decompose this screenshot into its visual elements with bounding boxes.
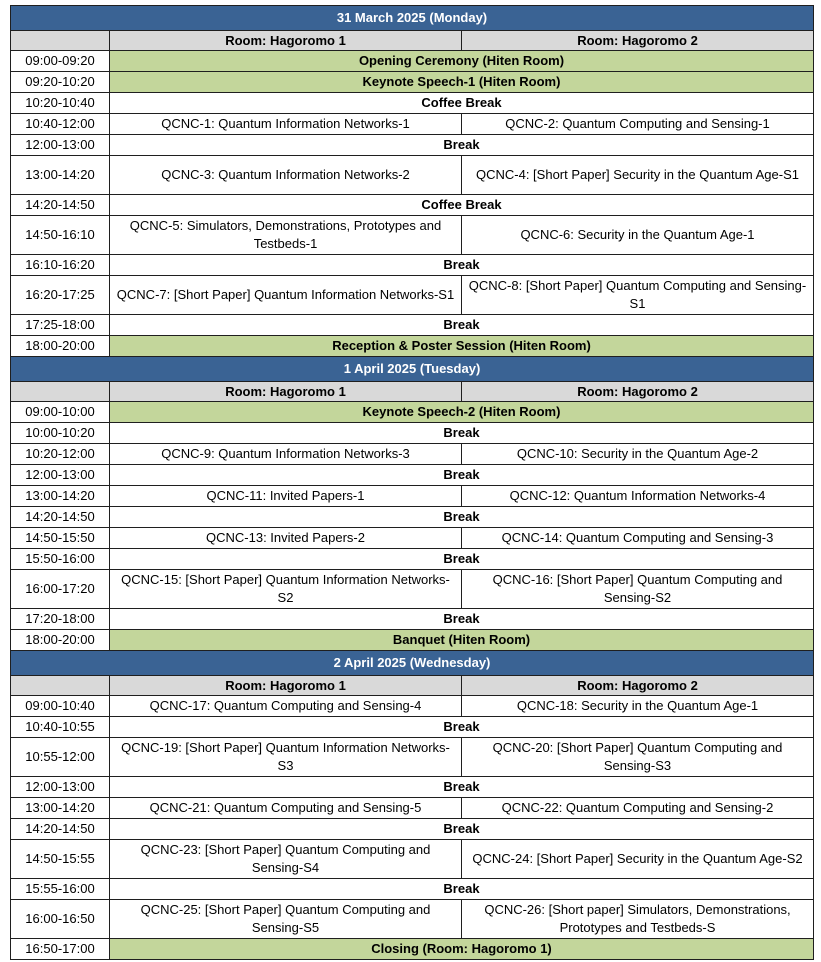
session-room-2: QCNC-14: Quantum Computing and Sensing-3 [462, 528, 814, 549]
time-slot: 09:20-10:20 [11, 72, 110, 93]
time-header-cell [11, 676, 110, 696]
schedule-row [11, 423, 814, 444]
session-room-2: QCNC-4: [Short Paper] Security in the Quantum Age-S1 [462, 156, 814, 195]
plenary-event: Reception & Poster Session (Hiten Room) [110, 336, 814, 357]
break-cell: Break [110, 777, 814, 798]
schedule-row [11, 72, 814, 93]
time-slot: 18:00-20:00 [11, 336, 110, 357]
day-header-row [11, 357, 814, 382]
schedule-row [11, 570, 814, 609]
time-slot: 14:50-16:10 [11, 216, 110, 255]
schedule-row [11, 549, 814, 570]
break-cell: Coffee Break [110, 195, 814, 216]
break-cell: Break [110, 549, 814, 570]
plenary-event: Keynote Speech-2 (Hiten Room) [110, 402, 814, 423]
session-room-1: QCNC-1: Quantum Information Networks-1 [110, 114, 462, 135]
schedule-row [11, 255, 814, 276]
time-header-cell [11, 382, 110, 402]
time-slot: 09:00-10:00 [11, 402, 110, 423]
time-slot: 12:00-13:00 [11, 465, 110, 486]
schedule-body [11, 6, 814, 960]
break-cell: Break [110, 819, 814, 840]
room-2-header: Room: Hagoromo 2 [462, 382, 814, 402]
room-2-header: Room: Hagoromo 2 [462, 676, 814, 696]
session-room-1: QCNC-19: [Short Paper] Quantum Information Networks-S3 [110, 738, 462, 777]
time-slot: 10:20-10:40 [11, 93, 110, 114]
room-1-header: Room: Hagoromo 1 [110, 31, 462, 51]
time-slot: 13:00-14:20 [11, 486, 110, 507]
schedule-row [11, 630, 814, 651]
plenary-event: Closing (Room: Hagoromo 1) [110, 939, 814, 960]
session-room-1: QCNC-21: Quantum Computing and Sensing-5 [110, 798, 462, 819]
session-room-2: QCNC-6: Security in the Quantum Age-1 [462, 216, 814, 255]
time-slot: 12:00-13:00 [11, 135, 110, 156]
session-room-2: QCNC-16: [Short Paper] Quantum Computing and Sensing-S2 [462, 570, 814, 609]
break-cell: Break [110, 315, 814, 336]
time-slot: 09:00-09:20 [11, 51, 110, 72]
time-slot: 14:20-14:50 [11, 819, 110, 840]
schedule-row [11, 276, 814, 315]
time-slot: 14:50-15:55 [11, 840, 110, 879]
break-cell: Break [110, 507, 814, 528]
time-slot: 13:00-14:20 [11, 798, 110, 819]
break-cell: Coffee Break [110, 93, 814, 114]
day-header-row [11, 651, 814, 676]
schedule-row [11, 507, 814, 528]
break-cell: Break [110, 423, 814, 444]
break-cell: Break [110, 609, 814, 630]
schedule-row [11, 465, 814, 486]
time-slot: 10:00-10:20 [11, 423, 110, 444]
session-room-2: QCNC-8: [Short Paper] Quantum Computing and Sensing-S1 [462, 276, 814, 315]
session-room-1: QCNC-25: [Short Paper] Quantum Computing and Sensing-S5 [110, 900, 462, 939]
plenary-event: Keynote Speech-1 (Hiten Room) [110, 72, 814, 93]
time-slot: 15:55-16:00 [11, 879, 110, 900]
session-room-1: QCNC-13: Invited Papers-2 [110, 528, 462, 549]
session-room-2: QCNC-18: Security in the Quantum Age-1 [462, 696, 814, 717]
day-title: 1 April 2025 (Tuesday) [11, 357, 814, 382]
schedule-row [11, 402, 814, 423]
time-slot: 09:00-10:40 [11, 696, 110, 717]
room-header-row [11, 676, 814, 696]
schedule-row [11, 798, 814, 819]
day-header-row [11, 6, 814, 31]
schedule-row [11, 696, 814, 717]
session-room-1: QCNC-17: Quantum Computing and Sensing-4 [110, 696, 462, 717]
break-cell: Break [110, 717, 814, 738]
schedule-row [11, 879, 814, 900]
time-slot: 10:20-12:00 [11, 444, 110, 465]
schedule-row [11, 156, 814, 195]
session-room-2: QCNC-20: [Short Paper] Quantum Computing and Sensing-S3 [462, 738, 814, 777]
time-slot: 10:55-12:00 [11, 738, 110, 777]
schedule-row [11, 777, 814, 798]
time-slot: 14:20-14:50 [11, 195, 110, 216]
session-room-2: QCNC-12: Quantum Information Networks-4 [462, 486, 814, 507]
session-room-1: QCNC-11: Invited Papers-1 [110, 486, 462, 507]
schedule-row [11, 336, 814, 357]
time-header-cell [11, 31, 110, 51]
session-room-2: QCNC-22: Quantum Computing and Sensing-2 [462, 798, 814, 819]
session-room-1: QCNC-5: Simulators, Demonstrations, Prototypes and Testbeds-1 [110, 216, 462, 255]
room-header-row [11, 31, 814, 51]
plenary-event: Opening Ceremony (Hiten Room) [110, 51, 814, 72]
schedule-row [11, 444, 814, 465]
session-room-2: QCNC-2: Quantum Computing and Sensing-1 [462, 114, 814, 135]
plenary-event: Banquet (Hiten Room) [110, 630, 814, 651]
schedule-row [11, 939, 814, 960]
room-header-row [11, 382, 814, 402]
schedule-row [11, 135, 814, 156]
schedule-row [11, 900, 814, 939]
session-room-2: QCNC-26: [Short paper] Simulators, Demonstrations, Prototypes and Testbeds-S [462, 900, 814, 939]
time-slot: 16:10-16:20 [11, 255, 110, 276]
break-cell: Break [110, 879, 814, 900]
time-slot: 17:20-18:00 [11, 609, 110, 630]
schedule-row [11, 819, 814, 840]
schedule-row [11, 114, 814, 135]
schedule-row [11, 840, 814, 879]
session-room-2: QCNC-10: Security in the Quantum Age-2 [462, 444, 814, 465]
session-room-1: QCNC-15: [Short Paper] Quantum Information Networks-S2 [110, 570, 462, 609]
schedule-row [11, 738, 814, 777]
schedule-row [11, 216, 814, 255]
day-title: 2 April 2025 (Wednesday) [11, 651, 814, 676]
session-room-1: QCNC-9: Quantum Information Networks-3 [110, 444, 462, 465]
time-slot: 16:50-17:00 [11, 939, 110, 960]
time-slot: 10:40-12:00 [11, 114, 110, 135]
time-slot: 14:50-15:50 [11, 528, 110, 549]
time-slot: 16:00-16:50 [11, 900, 110, 939]
schedule-row [11, 51, 814, 72]
time-slot: 15:50-16:00 [11, 549, 110, 570]
time-slot: 13:00-14:20 [11, 156, 110, 195]
schedule-row [11, 609, 814, 630]
session-room-1: QCNC-3: Quantum Information Networks-2 [110, 156, 462, 195]
break-cell: Break [110, 465, 814, 486]
room-1-header: Room: Hagoromo 1 [110, 676, 462, 696]
time-slot: 17:25-18:00 [11, 315, 110, 336]
break-cell: Break [110, 135, 814, 156]
schedule-row [11, 93, 814, 114]
schedule-row [11, 195, 814, 216]
session-room-1: QCNC-7: [Short Paper] Quantum Information Networks-S1 [110, 276, 462, 315]
session-room-1: QCNC-23: [Short Paper] Quantum Computing and Sensing-S4 [110, 840, 462, 879]
room-2-header: Room: Hagoromo 2 [462, 31, 814, 51]
session-room-2: QCNC-24: [Short Paper] Security in the Quantum Age-S2 [462, 840, 814, 879]
day-title: 31 March 2025 (Monday) [11, 6, 814, 31]
time-slot: 18:00-20:00 [11, 630, 110, 651]
time-slot: 16:00-17:20 [11, 570, 110, 609]
break-cell: Break [110, 255, 814, 276]
schedule-row [11, 486, 814, 507]
time-slot: 10:40-10:55 [11, 717, 110, 738]
schedule-row [11, 315, 814, 336]
schedule-row [11, 717, 814, 738]
room-1-header: Room: Hagoromo 1 [110, 382, 462, 402]
conference-schedule-table [10, 5, 814, 960]
time-slot: 12:00-13:00 [11, 777, 110, 798]
schedule-row [11, 528, 814, 549]
time-slot: 14:20-14:50 [11, 507, 110, 528]
time-slot: 16:20-17:25 [11, 276, 110, 315]
